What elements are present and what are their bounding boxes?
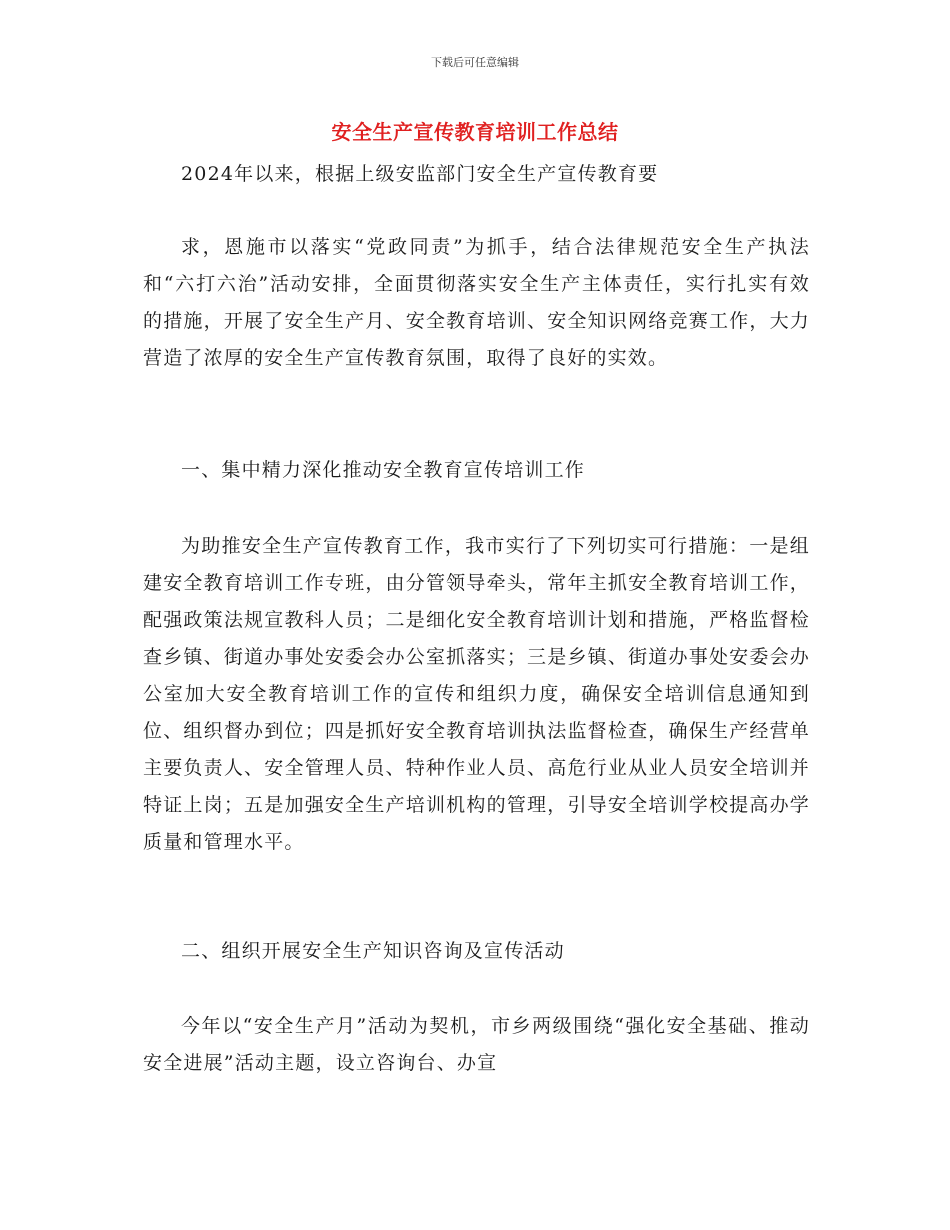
section-heading-2: 二、组织开展安全生产知识咨询及宣传活动 [181,940,565,962]
page-header-note: 下载后可任意编辑 [431,56,519,69]
body-paragraph-3: 今年以“安全生产月”活动为契机，市乡两级围绕“强化安全基础、推动安全进展”活动主题，设立咨询台、办宣 [143,1015,810,1074]
section-heading-1: 一、集中精力深化推动安全教育宣传培训工作 [181,459,586,481]
intro-paragraph: 2024年以来，根据上级安监部门安全生产宣传教育要 [181,163,659,185]
body-paragraph-2: 为助推安全生产宣传教育工作，我市实行了下列切实可行措施：一是组建安全教育培训工作专班，由分管领导牵头，常年主抓安全教育培训工作，配强政策法规宣教科人员；二是细化安全教育培训计划和措施，严格监督检查乡镇、街道办事处安委会办公室抓落实；三是乡镇、街道办事处安委会办公室加大安全教育培训工作的宣传和组织力度，确保安全培训信息通知到位、组织督办到位；四是抓好安全教育培训执法监督检查，确保生产经营单主要负责人、安全管理人员、特种作业人员、高危行业从业人员安全培训并特证上岗；五是加强安全生产培训机构的管理，引导安全培训学校提高办学质量和管理水平。 [143,535,810,853]
body-paragraph-1: 求，恩施市以落实“党政同责”为抓手，结合法律规范安全生产执法和“六打六治”活动安排，全面贯彻落实安全生产主体责任，实行扎实有效的措施，开展了安全生产月、安全教育培训、安全知识网络竞赛工作，大力营造了浓厚的安全生产宣传教育氛围，取得了良好的实效。 [143,236,810,369]
document-title: 安全生产宣传教育培训工作总结 [331,120,619,144]
